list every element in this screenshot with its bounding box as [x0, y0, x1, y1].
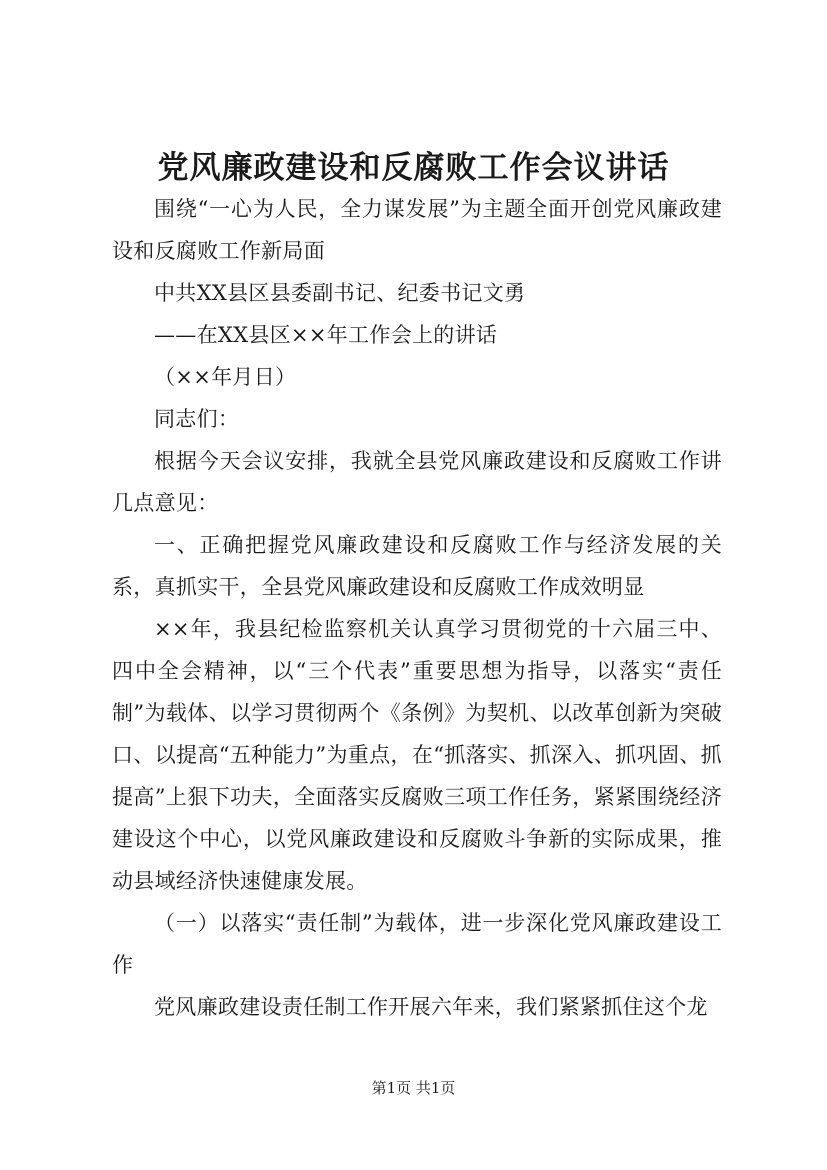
paragraph-theme: 围绕“一心为人民，全力谋发展”为主题全面开创党风廉政建设和反腐败工作新局面 — [112, 197, 722, 263]
paragraph-body-1: ××年，我县纪检监察机关认真学习贯彻党的十六届三中、四中全会精神，以“三个代表”重要思想为指导，以落实“责任制”为载体、以学习贯彻两个《条例》为契机、以改革创新为突破口、以提高“五种能力”为重点，在“抓落实、抓深入、抓巩固、抓提高”上狠下功夫，全面落实反腐败三项工作任务，紧紧围绕经济建设这个中心，以党风廉政建设和反腐败斗争新的实际成果，推动县域经济快速健康发展。 — [112, 617, 722, 893]
paragraph-occasion: ——在XX县区××年工作会上的讲话 — [154, 323, 498, 347]
paragraph-greeting: 同志们： — [154, 407, 240, 431]
paragraph-subheading-1: （一）以落实“责任制”为载体，进一步深化党风廉政建设工作 — [112, 911, 722, 977]
paragraph-section-heading-1: 一、正确把握党风廉政建设和反腐败工作与经济发展的关系，真抓实干，全县党风廉政建设和反腐败工作成效明显 — [112, 533, 722, 599]
paragraph-speaker: 中共XX县区县委副书记、纪委书记文勇 — [154, 281, 526, 305]
paragraph-date: （××年月日） — [154, 365, 297, 389]
paragraph-intro: 根据今天会议安排，我就全县党风廉政建设和反腐败工作讲几点意见： — [112, 449, 722, 515]
document-body — [112, 188, 722, 1028]
paragraph-body-2: 党风廉政建设责任制工作开展六年来，我们紧紧抓住这个龙 — [154, 995, 708, 1019]
document-title: 党风廉政建设和反腐败工作会议讲话 — [157, 150, 670, 186]
page-number-footer: 第1页 共1页 — [371, 1079, 456, 1097]
